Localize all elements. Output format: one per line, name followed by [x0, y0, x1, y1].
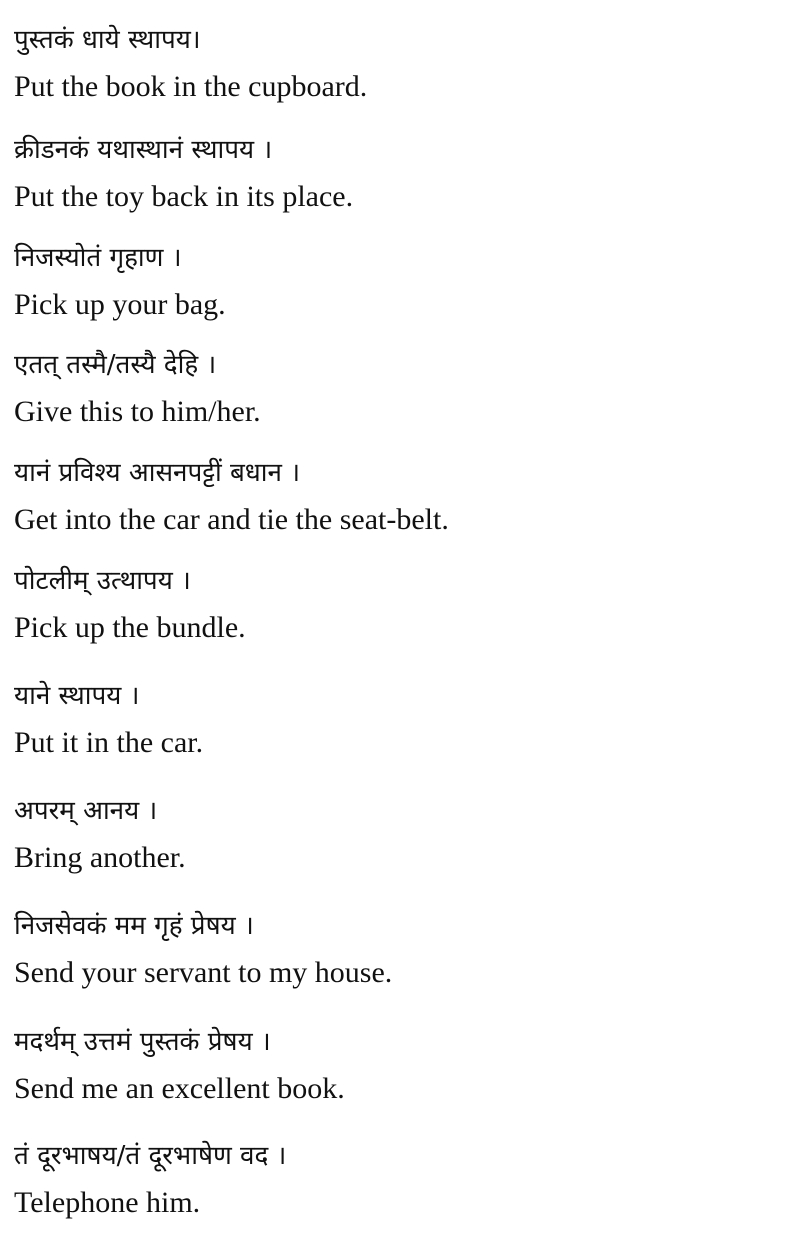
sanskrit-phrase: पोटलीम् उत्थापय ।: [14, 566, 191, 596]
phrase-entry: [14, 347, 784, 431]
phrase-entry: [14, 1024, 784, 1108]
phrase-entry: [14, 1138, 784, 1222]
sanskrit-phrase: तं दूरभाषय/तं दूरभाषेण वद ।: [14, 1141, 287, 1171]
sanskrit-phrase: पुस्तकं धाये स्थापय।: [14, 25, 201, 55]
sanskrit-phrase: अपरम् आनय ।: [14, 796, 158, 826]
english-translation: Put the book in the cupboard.: [14, 70, 368, 103]
phrase-entry: [14, 240, 784, 324]
english-translation: Get into the car and tie the seat-belt.: [14, 503, 449, 536]
english-translation: Put it in the car.: [14, 726, 204, 759]
phrase-entry: [14, 455, 784, 539]
english-translation: Pick up your bag.: [14, 288, 226, 321]
english-translation: Bring another.: [14, 841, 186, 874]
phrase-entry: [14, 563, 784, 647]
phrase-entry: [14, 132, 784, 216]
english-translation: Pick up the bundle.: [14, 611, 246, 644]
sanskrit-phrase: एतत् तस्मै/तस्यै देहि ।: [14, 350, 217, 380]
sanskrit-phrase: निजसेवकं मम गृहं प्रेषय ।: [14, 911, 254, 941]
sanskrit-phrase: क्रीडनकं यथास्थानं स्थापय ।: [14, 135, 273, 165]
phrase-entry: [14, 908, 784, 992]
sanskrit-phrase: याने स्थापय ।: [14, 681, 140, 711]
english-translation: Put the toy back in its place.: [14, 180, 354, 213]
english-translation: Send me an excellent book.: [14, 1072, 345, 1105]
phrase-entry: [14, 793, 784, 877]
sanskrit-phrase: निजस्योतं गृहाण ।: [14, 243, 182, 273]
english-translation: Telephone him.: [14, 1186, 201, 1219]
sanskrit-phrase: यानं प्रविश्य आसनपट्टीं बधान ।: [14, 458, 301, 488]
english-translation: Give this to him/her.: [14, 395, 261, 428]
phrase-entry: [14, 22, 784, 106]
sanskrit-phrase: मदर्थम् उत्तमं पुस्तकं प्रेषय ।: [14, 1027, 271, 1057]
phrase-entry: [14, 678, 784, 762]
english-translation: Send your servant to my house.: [14, 956, 393, 989]
